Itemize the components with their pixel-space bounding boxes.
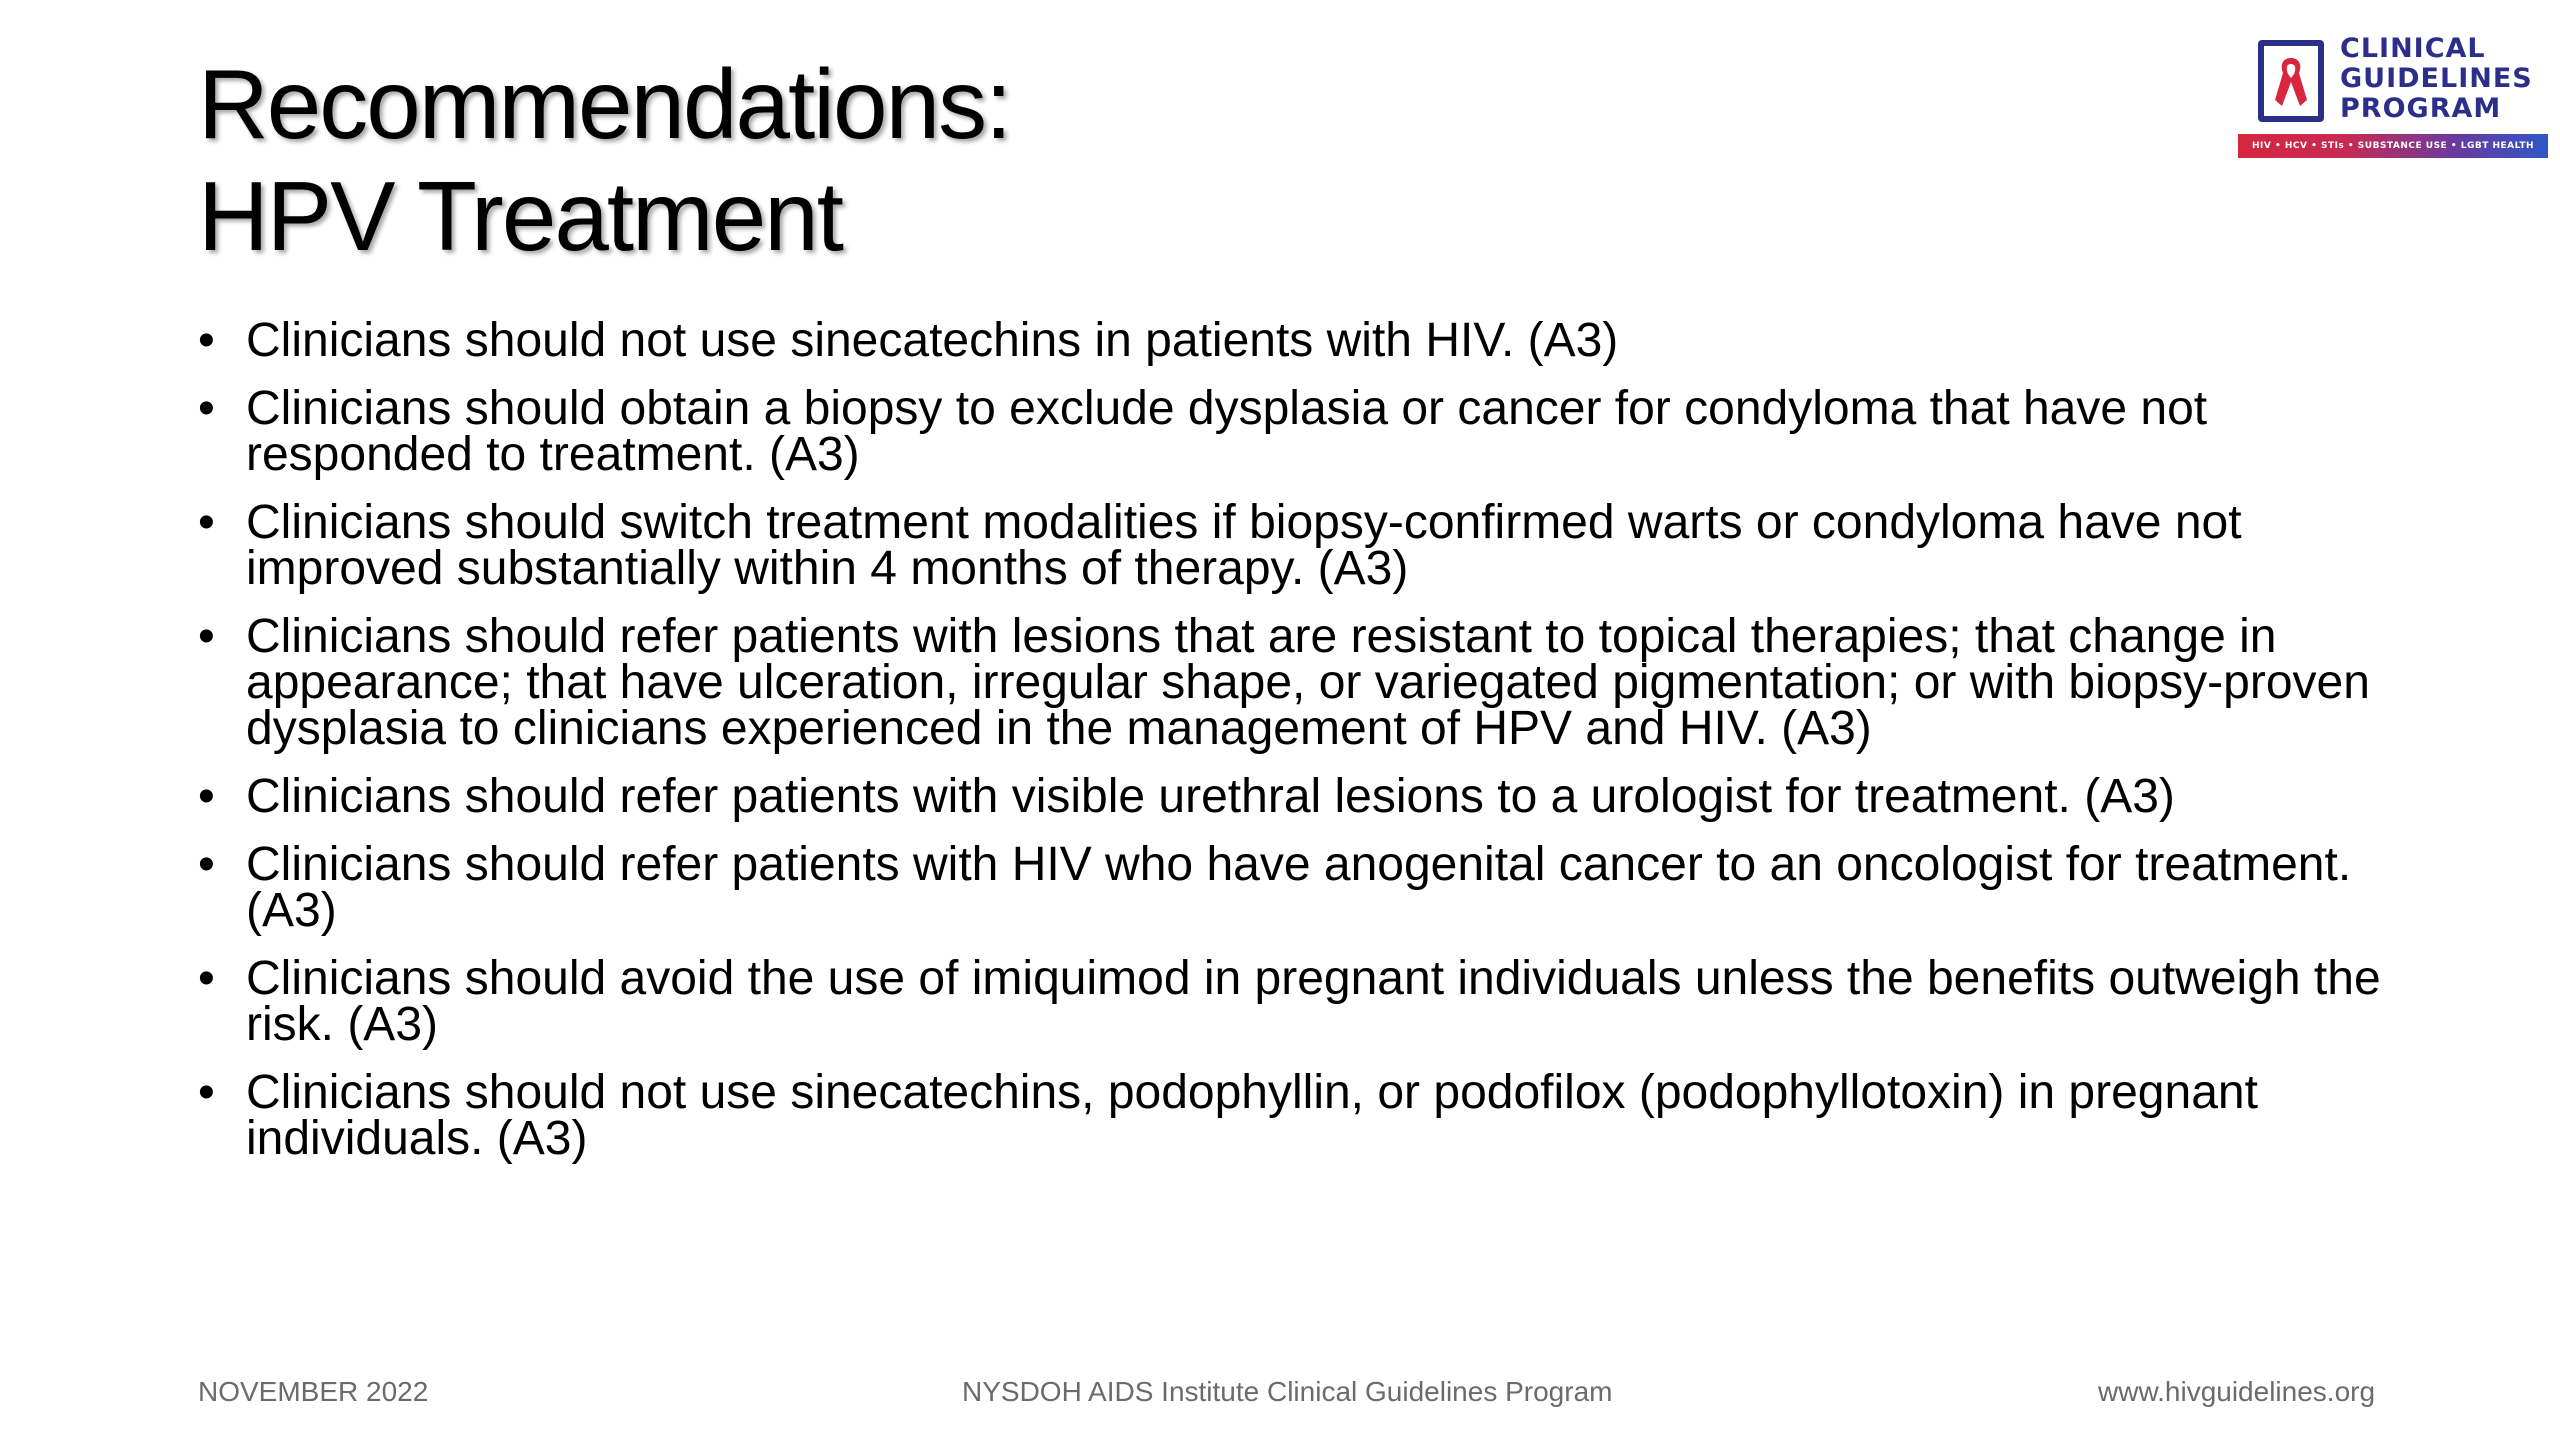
ribbon-icon [2272,54,2310,110]
list-item [198,314,2398,367]
bullet-marker: • [198,496,215,549]
footer-program: NYSDOH AIDS Institute Clinical Guidelines Program [962,1376,1613,1407]
list-item [198,610,2398,755]
recommendation-text: Clinicians should obtain a biopsy to exclude dysplasia or cancer for condyloma that have not responded to treatment. (A3) [246,382,2208,481]
logo-frame [2258,40,2324,122]
list-item [198,382,2398,481]
logo-line-2: GUIDELINES [2340,63,2533,94]
bullet-marker: • [198,382,215,435]
recommendation-text: Clinicians should not use sinecatechins in patients with HIV. (A3) [246,314,1619,367]
recommendation-text: Clinicians should not use sinecatechins, podophyllin, or podofilox (podophyllotoxin) in pregnant individuals. (A3) [246,1066,2258,1165]
recommendation-text: Clinicians should refer patients with visible urethral lesions to a urologist for treatment. (A3) [246,770,2175,823]
footer-date: NOVEMBER 2022 [198,1376,429,1407]
list-item [198,770,2398,823]
title-line-2: HPV Treatment [198,161,842,271]
bullet-marker: • [198,610,215,663]
recommendation-text: Clinicians should refer patients with HIV who have anogenital cancer to an oncologist for treatment. (A3) [246,838,2352,937]
bullet-marker: • [198,314,215,367]
title-line-1: Recommendations: [198,49,1011,159]
page-title [198,48,1010,272]
bullet-marker: • [198,1066,215,1119]
logo-text [2340,34,2533,124]
list-item [198,496,2398,595]
logo-tagline: HIV • HCV • STIs • SUBSTANCE USE • LGBT HEALTH [2251,141,2535,151]
logo-line-3: PROGRAM [2340,93,2502,124]
bullet-marker: • [198,838,215,891]
recommendation-text: Clinicians should refer patients with lesions that are resistant to topical therapies; that change in appearance; that have ulceration, irregular shape, or variegated pigmentation; or with biopsy-proven dysplasia to clinicians experienced in the management of HPV and HIV. (A3) [246,610,2370,755]
bullet-marker: • [198,770,215,823]
list-item [198,838,2398,937]
footer-url: www.hivguidelines.org [2098,1376,2376,1407]
logo-line-1: CLINICAL [2340,33,2486,64]
bullet-marker: • [198,952,215,1005]
recommendation-text: Clinicians should switch treatment modalities if biopsy-confirmed warts or condyloma have not improved substantially within 4 months of therapy. (A3) [246,496,2242,595]
list-item [198,952,2398,1051]
list-item [198,1066,2398,1165]
recommendations-list [198,314,2398,1184]
recommendation-text: Clinicians should avoid the use of imiquimod in pregnant individuals unless the benefits outweigh the risk. (A3) [246,952,2381,1051]
clinical-guidelines-program-logo [2238,34,2550,164]
